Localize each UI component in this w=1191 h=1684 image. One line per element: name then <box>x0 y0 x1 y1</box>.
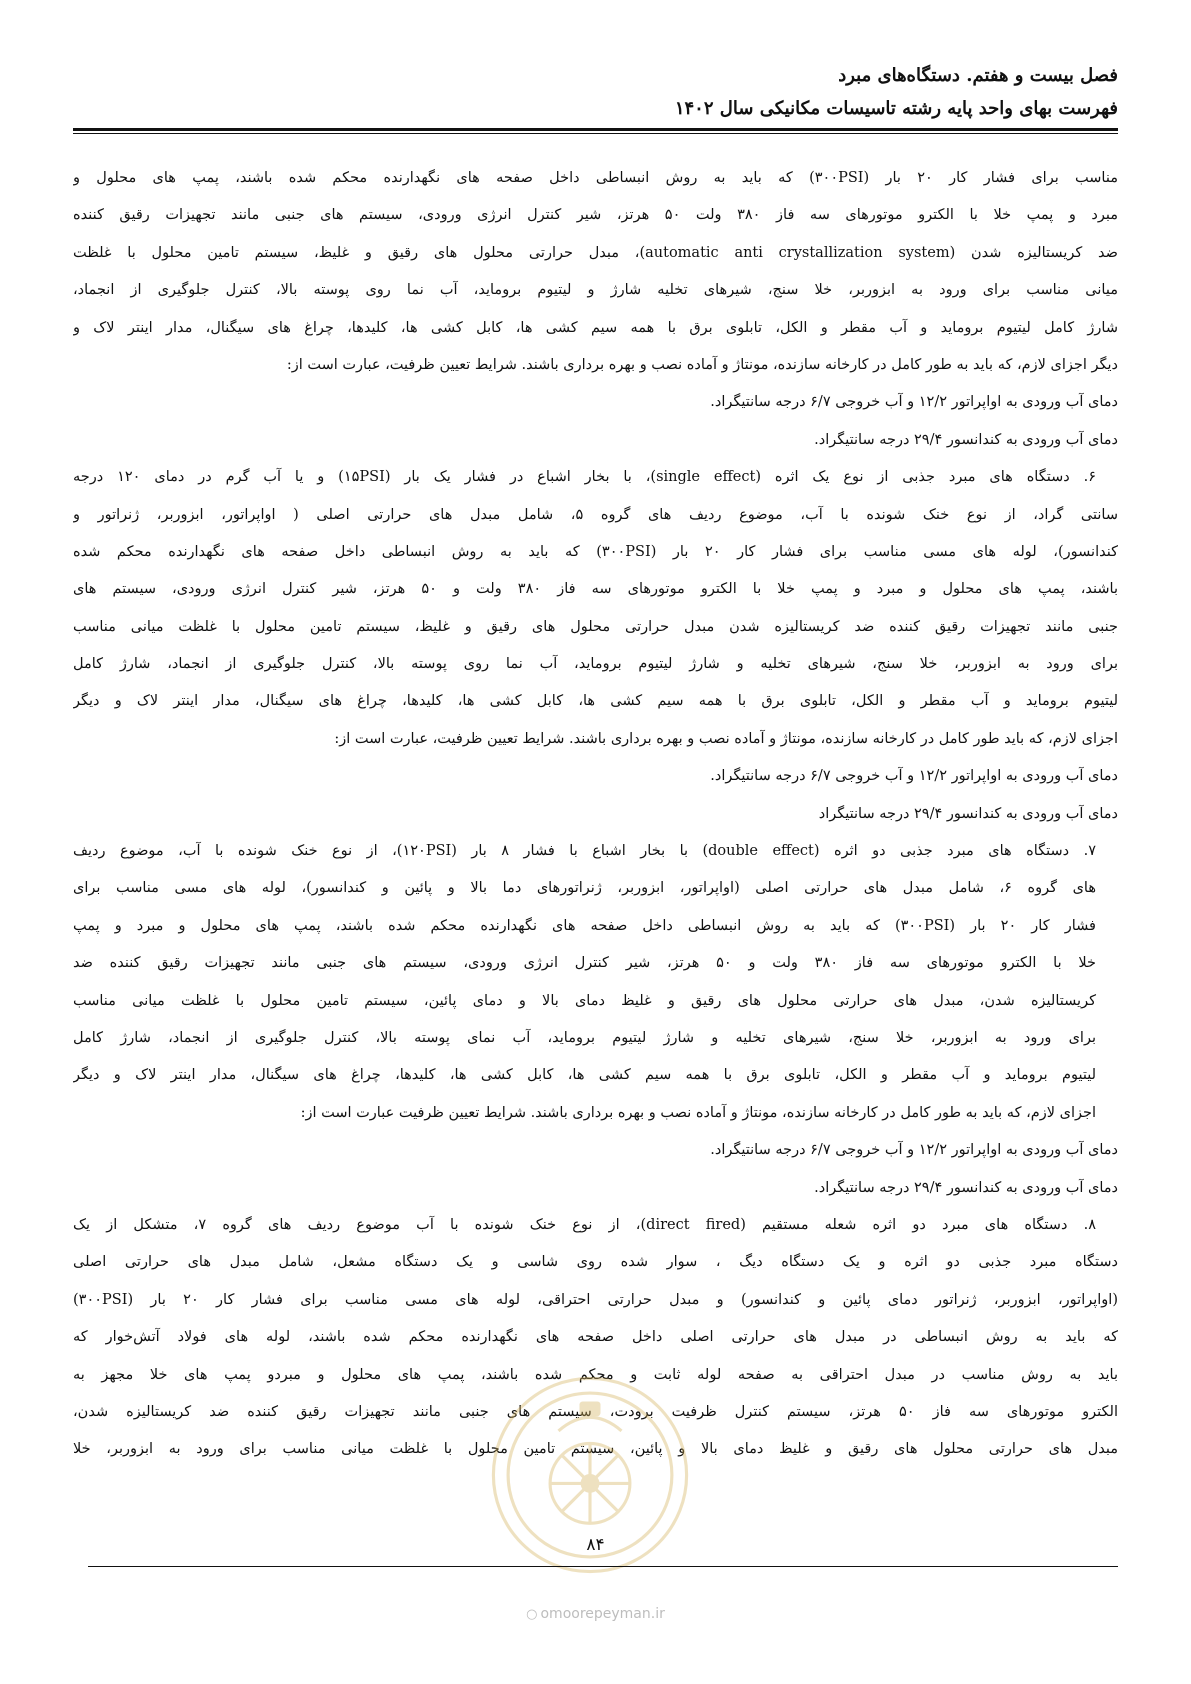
text-line: دستگاه مبرد جذبی دو اثره و یک دستگاه دیگ ، سوار شده روی شاسی و یک دستگاه مشعل، شامل مبدل های حرارتی اصلی <box>73 1254 1118 1271</box>
text-line: دمای آب ورودی به اواپراتور ۱۲/۲ و آب خروجی ۶/۷ درجه سانتیگراد. <box>710 1142 1118 1159</box>
footer-url-text: omoorepeyman.ir <box>540 1606 665 1622</box>
chapter-title: فصل بیست و هفتم. دستگاه‌های مبرد <box>838 65 1118 86</box>
text-line: های گروه ۶، شامل مبدل های حرارتی اصلی (اواپراتور، ابزوربر، ژنراتورهای دما بالا و پائین و کندانسور)، لوله های مسی مناسب برای <box>73 880 1096 897</box>
footer-website[interactable] <box>0 1606 1191 1622</box>
text-line: (اواپراتور، ابزوربر، ژنراتور دمای پائین و کندانسور) و مبدل حرارتی احتراقی، لوله های مسی مناسب برای فشار کار ۲۰ بار (۳۰۰PSI) <box>73 1291 1118 1308</box>
text-line: اجزای لازم، که باید به طور کامل در کارخانه سازنده، مونتاژ و آماده نصب و بهره برداری باشند. شرایط تعیین ظرفیت عبارت است از: <box>300 1104 1096 1121</box>
page-number: ۸۴ <box>586 1535 605 1555</box>
text-line: شارژ کامل لیتیوم بروماید و آب مقطر و الکل، تابلوی برق با همه سیم کشی ها، کابل کشی ها، کلیدها، چراغ های سیگنال، مدار اینتر لاک و <box>73 319 1118 336</box>
text-line: دمای آب ورودی به اواپراتور ۱۲/۲ و آب خروجی ۶/۷ درجه سانتیگراد. <box>710 394 1118 411</box>
price-list-title: فهرست بهای واحد پایه رشته تاسیسات مکانیکی سال ۱۴۰۲ <box>674 98 1118 119</box>
text-line: مبرد و پمپ خلا با الکترو موتورهای سه فاز ۳۸۰ ولت ۵۰ هرتز، شیر کنترل انرژی ورودی، سیستم های جنبی مانند تجهیزات رقیق کننده <box>73 207 1118 224</box>
at-sign-icon: ○ <box>526 1607 538 1622</box>
item-7-first-line: ۷. دستگاه های مبرد جذبی دو اثره (double effect) با بخار اشباع با فشار ۸ بار (۱۲۰PSI)، از نوع خنک شونده با آب، موضوع ردیف <box>73 843 1096 860</box>
text-line: دمای آب ورودی به کندانسور ۲۹/۴ درجه سانتیگراد <box>818 805 1118 822</box>
text-line: جنبی مانند تجهیزات رقیق کننده ضد کریستالیزه شدن مبدل حرارتی محلول های رقیق و غلیظ، سیستم تامین محلول با غلظت میانی مناسب <box>73 618 1118 635</box>
text-line: میانی مناسب برای ورود به ابزوربر، خلا سنج، شیرهای تخلیه شارژ و لیتیوم بروماید، آب نما روی پوسته بالا، کنترل جلوگیری از انجماد، <box>73 282 1118 299</box>
text-line: مناسب برای فشار کار ۲۰ بار (۳۰۰PSI) که باید به روش انبساطی داخل صفحه های نگهدارنده محکم شده باشند، پمپ های محلول و <box>73 170 1118 186</box>
text-line: فشار کار ۲۰ بار (۳۰۰PSI) که باید به روش انبساطی داخل صفحه های نگهدارنده محکم شده باشند، پمپ های محلول و مبرد و پمپ <box>73 917 1096 934</box>
text-line: اجزای لازم، که باید طور کامل در کارخانه سازنده، مونتاژ و آماده نصب و بهره برداری باشند. شرایط تعیین ظرفیت، عبارت است از: <box>334 730 1118 747</box>
text-line: باید به روش مناسب در مبدل احتراقی به صفحه لوله ثابت و محکم شده باشند، پمپ های محلول و مبردو پمپ های خلا مجهز به <box>73 1366 1118 1383</box>
item-8-first-line: ۸. دستگاه های مبرد دو اثره شعله مستقیم (direct fired)، از نوع خنک شونده با آب موضوع ردیف های گروه ۷، متشکل از یک <box>73 1216 1096 1233</box>
text-line: دیگر اجزای لازم، که باید به طور کامل در کارخانه سازنده، مونتاژ و آماده نصب و بهره برداری باشند. شرایط تعیین ظرفیت، عبارت است از: <box>286 356 1118 373</box>
text-line: برای ورود به ابزوربر، خلا سنج، شیرهای تخلیه و شارژ لیتیوم بروماید، آب نما روی پوسته بالا، کنترل جلوگیری از انجماد، شارژ کامل <box>73 656 1118 673</box>
text-line: لیتیوم بروماید و آب مقطر و الکل، تابلوی برق با همه سیم کشی ها، کابل کشی ها، کلیدها، چراغ های سیگنال، مدار اینتر لاک و دیگر <box>73 1067 1096 1084</box>
text-line: لیتیوم بروماید و آب مقطر و الکل، تابلوی برق با همه سیم کشی ها، کابل کشی ها، کلیدها، چراغ های سیگنال، مدار اینتر لاک و دیگر <box>73 693 1118 710</box>
text-line: برای ورود به ابزوربر، خلا سنج، شیرهای تخلیه و شارژ لیتیوم بروماید، آب نمای پوسته بالا، کنترل جلوگیری از انجماد، شارژ کامل <box>73 1029 1096 1046</box>
text-line: ضد کریستالیزه شدن (automatic anti crystallization system)، مبدل حرارتی محلول های رقیق و غلیظ، سیستم تامین محلول با غلظت <box>73 244 1118 261</box>
text-line: سانتی گراد، از نوع خنک شونده با آب، موضوع ردیف های گروه ۵، شامل مبدل های حرارتی اصلی ( اواپراتور، ابزوربر، ژنراتور و <box>73 506 1118 523</box>
text-line: که باید به روش انبساطی در مبدل های حرارتی اصلی داخل صفحه های نگهدارنده محکم شده باشند، لوله های فولاد آتش‌خوار که <box>73 1329 1118 1346</box>
text-line: خلا با الکترو موتورهای سه فاز ۳۸۰ ولت و ۵۰ هرتز، شیر کنترل انرژی ورودی، سیستم های جنبی مانند تجهیزات رقیق کننده ضد <box>73 955 1096 972</box>
text-line: کریستالیزه شدن، مبدل های حرارتی محلول های رقیق و غلیظ دمای بالا و دمای پائین، سیستم تامین محلول با غلظت میانی مناسب <box>73 992 1096 1009</box>
text-line: الکترو موتورهای سه فاز ۵۰ هرتز، سیستم کنترل ظرفیت برودت، سیستم های جنبی مانند تجهیزات رقیق کننده ضد کریستالیزه شدن، <box>73 1403 1118 1420</box>
footer-rule <box>88 1566 1118 1567</box>
body-text <box>73 160 1118 1469</box>
header-rule-thin <box>73 133 1118 134</box>
text-line: دمای آب ورودی به اواپراتور ۱۲/۲ و آب خروجی ۶/۷ درجه سانتیگراد. <box>710 768 1118 785</box>
text-line: مبدل های حرارتی محلول های رقیق و غلیظ دمای بالا و پائین، سیستم تامین محلول با غلظت میانی مناسب برای ورود به ابزوربر، خلا <box>73 1441 1118 1458</box>
item-6-first-line: ۶. دستگاه های مبرد جذبی از نوع یک اثره (single effect)، با بخار اشباع در فشار یک بار (۱۵PSI) و یا آب گرم در دمای ۱۲۰ درجه <box>73 469 1096 486</box>
text-line: دمای آب ورودی به کندانسور ۲۹/۴ درجه سانتیگراد. <box>814 431 1118 448</box>
text-line: کندانسور)، لوله های مسی مناسب برای فشار کار ۲۰ بار (۳۰۰PSI) که باید به روش انبساطی داخل صفحه های نگهدارنده محکم شده <box>73 543 1118 560</box>
text-line: باشند، پمپ های محلول و مبرد و پمپ خلا با الکترو موتورهای سه فاز ۳۸۰ ولت و ۵۰ هرتز، شیر کنترل انرژی ورودی، سیستم های <box>73 581 1118 598</box>
text-line: دمای آب ورودی به کندانسور ۲۹/۴ درجه سانتیگراد. <box>814 1179 1118 1196</box>
header-rule-thick <box>73 128 1118 131</box>
